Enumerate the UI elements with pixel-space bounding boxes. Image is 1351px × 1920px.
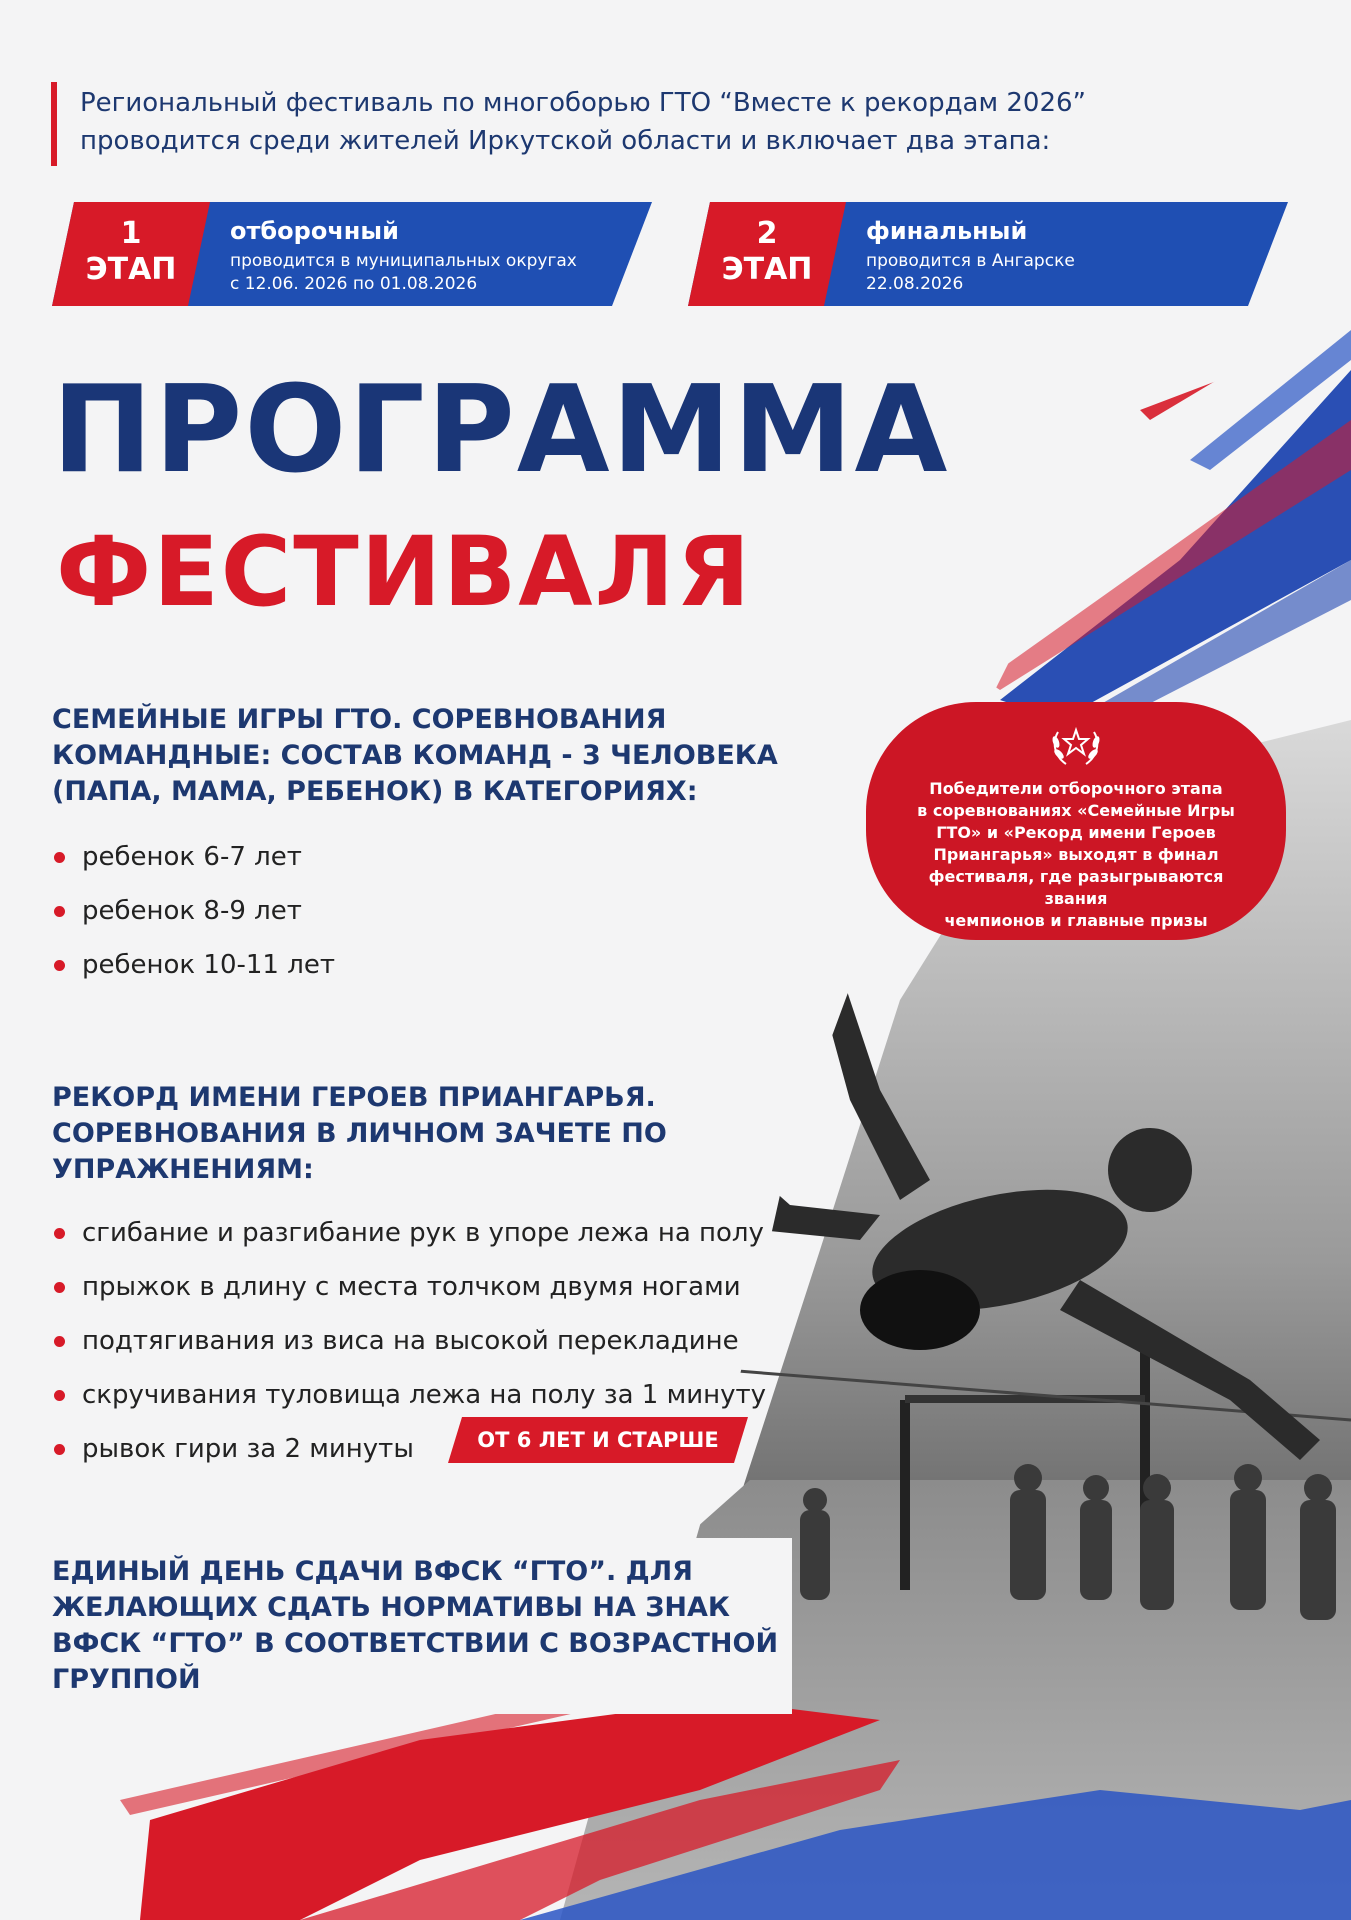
age-badge: ОТ 6 ЛЕТ И СТАРШЕ — [448, 1417, 748, 1463]
laurel-star-icon — [1048, 720, 1104, 770]
callout-text: Победители отборочного этапа в соревнованиях «Семейные Игры ГТО» и «Рекорд имени Героев Приангарья» выходят в финал фестиваля, где разыгрываются звания чемпионов и главные призы — [917, 779, 1235, 930]
intro-accent-bar — [51, 82, 57, 166]
bullet-icon — [54, 906, 65, 917]
list-item: рывок гири за 2 минуты — [52, 1422, 766, 1476]
bullet-icon — [54, 1444, 65, 1455]
stage-1-desc: проводится в муниципальных округах с 12.06. 2026 по 01.08.2026 — [230, 251, 577, 294]
family-categories — [52, 830, 335, 992]
bullet-icon — [54, 1228, 65, 1239]
bullet-icon — [54, 852, 65, 863]
family-heading: СЕМЕЙНЫЕ ИГРЫ ГТО. СОРЕВНОВАНИЯ КОМАНДНЫЕ: СОСТАВ КОМАНД - 3 ЧЕЛОВЕКА (ПАПА, МАМА, РЕБЕНОК) В КАТЕГОРИЯХ: — [52, 704, 778, 807]
stage-1-banner — [52, 202, 652, 306]
page-title-line-2: ФЕСТИВАЛЯ — [56, 516, 753, 628]
stage-1-number: 1 ЭТАП — [85, 216, 177, 287]
list-item: скручивания туловища лежа на полу за 1 минуту — [52, 1368, 766, 1422]
page-title-line-1: ПРОГРАММА — [52, 361, 950, 500]
list-item: ребенок 10-11 лет — [52, 938, 335, 992]
stage-1-name: отборочный — [230, 217, 399, 245]
stage-2-number: 2 ЭТАП — [721, 216, 813, 287]
bullet-icon — [54, 1390, 65, 1401]
list-item: ребенок 8-9 лет — [52, 884, 335, 938]
stage-2-desc: проводится в Ангарске 22.08.2026 — [866, 251, 1075, 294]
bullet-icon — [54, 960, 65, 971]
list-item: прыжок в длину с места толчком двумя ногами — [52, 1260, 766, 1314]
stage-2-banner — [688, 202, 1288, 306]
intro-line-1: Региональный фестиваль по многоборью ГТО “Вместе к рекордам 2026” — [80, 88, 1087, 118]
bullet-icon — [54, 1282, 65, 1293]
gto-day-heading: ЕДИНЫЙ ДЕНЬ СДАЧИ ВФСК “ГТО”. ДЛЯ ЖЕЛАЮЩИХ СДАТЬ НОРМАТИВЫ НА ЗНАК ВФСК “ГТО” В СООТВЕТСТВИИ С ВОЗРАСТНОЙ ГРУППОЙ — [52, 1556, 779, 1695]
list-item: сгибание и разгибание рук в упоре лежа на полу — [52, 1206, 766, 1260]
intro-text — [80, 84, 1180, 160]
list-item: ребенок 6-7 лет — [52, 830, 335, 884]
list-item: подтягивания из виса на высокой перекладине — [52, 1314, 766, 1368]
winners-callout — [866, 702, 1286, 940]
bullet-icon — [54, 1336, 65, 1347]
intro-line-2: проводится среди жителей Иркутской области и включает два этапа: — [80, 126, 1051, 156]
record-heading: РЕКОРД ИМЕНИ ГЕРОЕВ ПРИАНГАРЬЯ. СОРЕВНОВАНИЯ В ЛИЧНОМ ЗАЧЕТЕ ПО УПРАЖНЕНИЯМ: — [52, 1082, 667, 1185]
stage-2-name: финальный — [866, 217, 1028, 245]
